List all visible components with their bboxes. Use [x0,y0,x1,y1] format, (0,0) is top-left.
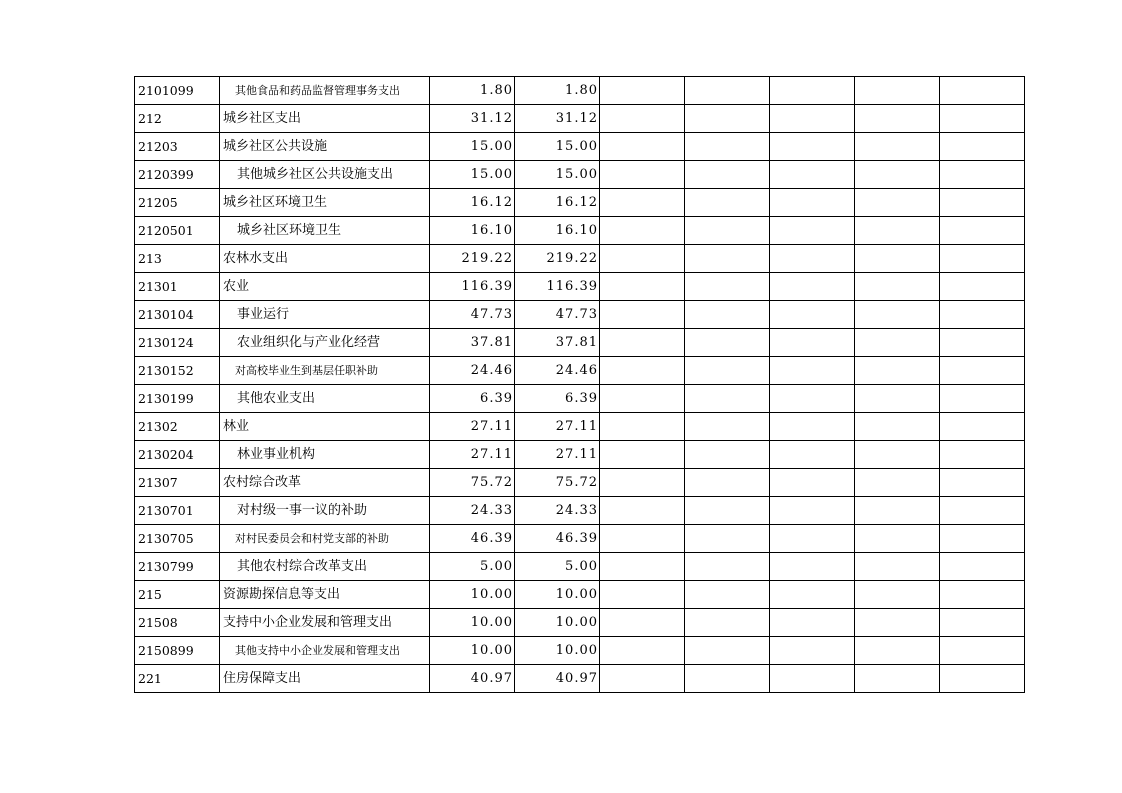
empty-cell [855,413,940,441]
empty-cell [600,665,685,693]
basic-expenditure-cell: 75.72 [515,469,600,497]
table-row [135,217,1025,245]
empty-cell [940,637,1025,665]
empty-cell [600,609,685,637]
total-amount-cell: 16.12 [430,189,515,217]
total-amount-cell: 1.80 [430,77,515,105]
subject-name-cell: 其他食品和药品监督管理事务支出 [220,77,430,105]
empty-cell [855,217,940,245]
empty-cell [855,161,940,189]
subject-name-cell: 林业 [220,413,430,441]
empty-cell [770,525,855,553]
empty-cell [770,469,855,497]
empty-cell [940,273,1025,301]
empty-cell [855,133,940,161]
empty-cell [600,105,685,133]
subject-code-cell: 2130705 [135,525,220,553]
empty-cell [600,77,685,105]
empty-cell [770,189,855,217]
empty-cell [685,133,770,161]
subject-code-cell: 2130104 [135,301,220,329]
subject-name-cell: 资源勘探信息等支出 [220,581,430,609]
empty-cell [855,609,940,637]
empty-cell [855,189,940,217]
empty-cell [855,441,940,469]
empty-cell [770,665,855,693]
empty-cell [940,357,1025,385]
empty-cell [600,441,685,469]
subject-name-cell: 城乡社区公共设施 [220,133,430,161]
empty-cell [770,637,855,665]
empty-cell [600,553,685,581]
empty-cell [770,441,855,469]
empty-cell [600,413,685,441]
empty-cell [940,329,1025,357]
empty-cell [940,497,1025,525]
subject-code-cell: 2130701 [135,497,220,525]
empty-cell [685,189,770,217]
empty-cell [600,273,685,301]
basic-expenditure-cell: 15.00 [515,161,600,189]
empty-cell [600,581,685,609]
empty-cell [685,77,770,105]
empty-cell [770,161,855,189]
total-amount-cell: 10.00 [430,581,515,609]
empty-cell [600,301,685,329]
empty-cell [600,497,685,525]
subject-code-cell: 215 [135,581,220,609]
empty-cell [940,609,1025,637]
subject-code-cell: 21307 [135,469,220,497]
empty-cell [685,469,770,497]
table-row [135,273,1025,301]
empty-cell [600,217,685,245]
total-amount-cell: 6.39 [430,385,515,413]
table-row [135,469,1025,497]
basic-expenditure-cell: 1.80 [515,77,600,105]
subject-code-cell: 2130124 [135,329,220,357]
empty-cell [600,525,685,553]
total-amount-cell: 27.11 [430,413,515,441]
subject-name-cell: 林业事业机构 [220,441,430,469]
subject-code-cell: 2130199 [135,385,220,413]
subject-name-cell: 城乡社区环境卫生 [220,189,430,217]
basic-expenditure-cell: 10.00 [515,637,600,665]
empty-cell [685,441,770,469]
total-amount-cell: 15.00 [430,133,515,161]
empty-cell [685,497,770,525]
empty-cell [600,469,685,497]
subject-code-cell: 2150899 [135,637,220,665]
empty-cell [600,385,685,413]
table-row [135,385,1025,413]
subject-code-cell: 2130799 [135,553,220,581]
empty-cell [940,161,1025,189]
total-amount-cell: 24.46 [430,357,515,385]
basic-expenditure-cell: 27.11 [515,413,600,441]
empty-cell [600,245,685,273]
empty-cell [685,385,770,413]
empty-cell [770,77,855,105]
subject-name-cell: 对高校毕业生到基层任职补助 [220,357,430,385]
subject-name-cell: 城乡社区支出 [220,105,430,133]
subject-name-cell: 城乡社区环境卫生 [220,217,430,245]
total-amount-cell: 5.00 [430,553,515,581]
table-row [135,245,1025,273]
subject-code-cell: 21508 [135,609,220,637]
empty-cell [855,329,940,357]
empty-cell [685,637,770,665]
table-row [135,105,1025,133]
empty-cell [940,665,1025,693]
table-row [135,525,1025,553]
total-amount-cell: 16.10 [430,217,515,245]
empty-cell [855,553,940,581]
total-amount-cell: 40.97 [430,665,515,693]
empty-cell [685,357,770,385]
empty-cell [685,217,770,245]
total-amount-cell: 24.33 [430,497,515,525]
total-amount-cell: 27.11 [430,441,515,469]
empty-cell [685,245,770,273]
empty-cell [940,553,1025,581]
empty-cell [600,357,685,385]
empty-cell [770,133,855,161]
empty-cell [770,581,855,609]
empty-cell [940,469,1025,497]
subject-code-cell: 21302 [135,413,220,441]
empty-cell [685,413,770,441]
total-amount-cell: 37.81 [430,329,515,357]
empty-cell [940,441,1025,469]
empty-cell [685,105,770,133]
empty-cell [600,133,685,161]
table-row [135,357,1025,385]
empty-cell [600,161,685,189]
empty-cell [855,77,940,105]
empty-cell [940,581,1025,609]
subject-name-cell: 其他城乡社区公共设施支出 [220,161,430,189]
empty-cell [770,245,855,273]
empty-cell [600,189,685,217]
empty-cell [940,133,1025,161]
basic-expenditure-cell: 24.46 [515,357,600,385]
empty-cell [685,273,770,301]
subject-code-cell: 212 [135,105,220,133]
total-amount-cell: 219.22 [430,245,515,273]
empty-cell [940,385,1025,413]
empty-cell [685,665,770,693]
basic-expenditure-cell: 31.12 [515,105,600,133]
basic-expenditure-cell: 47.73 [515,301,600,329]
basic-expenditure-cell: 5.00 [515,553,600,581]
empty-cell [770,413,855,441]
empty-cell [770,497,855,525]
table-row [135,329,1025,357]
basic-expenditure-cell: 10.00 [515,609,600,637]
subject-name-cell: 农业组织化与产业化经营 [220,329,430,357]
empty-cell [855,245,940,273]
subject-code-cell: 2101099 [135,77,220,105]
empty-cell [770,105,855,133]
empty-cell [685,609,770,637]
table-row [135,301,1025,329]
empty-cell [940,301,1025,329]
total-amount-cell: 75.72 [430,469,515,497]
empty-cell [855,469,940,497]
subject-code-cell: 2130152 [135,357,220,385]
empty-cell [685,329,770,357]
subject-name-cell: 农林水支出 [220,245,430,273]
basic-expenditure-cell: 37.81 [515,329,600,357]
empty-cell [940,77,1025,105]
empty-cell [770,553,855,581]
subject-code-cell: 221 [135,665,220,693]
table-row [135,609,1025,637]
subject-name-cell: 其他农业支出 [220,385,430,413]
table-row [135,637,1025,665]
empty-cell [685,301,770,329]
empty-cell [940,105,1025,133]
table-row [135,553,1025,581]
subject-code-cell: 2120399 [135,161,220,189]
table-row [135,161,1025,189]
table-row [135,441,1025,469]
empty-cell [855,665,940,693]
empty-cell [685,581,770,609]
subject-code-cell: 213 [135,245,220,273]
basic-expenditure-cell: 10.00 [515,581,600,609]
subject-name-cell: 支持中小企业发展和管理支出 [220,609,430,637]
table-body [135,77,1025,693]
empty-cell [940,217,1025,245]
empty-cell [855,497,940,525]
empty-cell [940,413,1025,441]
total-amount-cell: 10.00 [430,637,515,665]
subject-code-cell: 2120501 [135,217,220,245]
table-row [135,133,1025,161]
basic-expenditure-cell: 6.39 [515,385,600,413]
subject-code-cell: 2130204 [135,441,220,469]
empty-cell [855,581,940,609]
table-row [135,413,1025,441]
total-amount-cell: 31.12 [430,105,515,133]
empty-cell [770,273,855,301]
total-amount-cell: 47.73 [430,301,515,329]
empty-cell [940,189,1025,217]
subject-name-cell: 农业 [220,273,430,301]
subject-name-cell: 住房保障支出 [220,665,430,693]
empty-cell [855,637,940,665]
empty-cell [855,273,940,301]
empty-cell [770,329,855,357]
empty-cell [940,245,1025,273]
subject-code-cell: 21205 [135,189,220,217]
basic-expenditure-cell: 16.10 [515,217,600,245]
total-amount-cell: 46.39 [430,525,515,553]
subject-name-cell: 事业运行 [220,301,430,329]
table-row [135,189,1025,217]
empty-cell [855,357,940,385]
total-amount-cell: 10.00 [430,609,515,637]
table-row [135,581,1025,609]
table-row [135,497,1025,525]
subject-name-cell: 其他农村综合改革支出 [220,553,430,581]
table-row [135,665,1025,693]
empty-cell [855,105,940,133]
subject-code-cell: 21301 [135,273,220,301]
empty-cell [940,525,1025,553]
table-row [135,77,1025,105]
empty-cell [855,301,940,329]
subject-name-cell: 农村综合改革 [220,469,430,497]
empty-cell [770,385,855,413]
basic-expenditure-cell: 15.00 [515,133,600,161]
basic-expenditure-cell: 116.39 [515,273,600,301]
basic-expenditure-cell: 219.22 [515,245,600,273]
subject-name-cell: 对村民委员会和村党支部的补助 [220,525,430,553]
empty-cell [770,301,855,329]
empty-cell [600,329,685,357]
empty-cell [600,637,685,665]
empty-cell [770,609,855,637]
subject-name-cell: 对村级一事一议的补助 [220,497,430,525]
empty-cell [685,525,770,553]
total-amount-cell: 15.00 [430,161,515,189]
basic-expenditure-cell: 16.12 [515,189,600,217]
basic-expenditure-cell: 24.33 [515,497,600,525]
subject-name-cell: 其他支持中小企业发展和管理支出 [220,637,430,665]
subject-code-cell: 21203 [135,133,220,161]
basic-expenditure-cell: 40.97 [515,665,600,693]
basic-expenditure-cell: 46.39 [515,525,600,553]
empty-cell [855,525,940,553]
empty-cell [855,385,940,413]
basic-expenditure-cell: 27.11 [515,441,600,469]
empty-cell [770,217,855,245]
budget-table [134,76,1025,693]
empty-cell [770,357,855,385]
total-amount-cell: 116.39 [430,273,515,301]
empty-cell [685,161,770,189]
empty-cell [685,553,770,581]
